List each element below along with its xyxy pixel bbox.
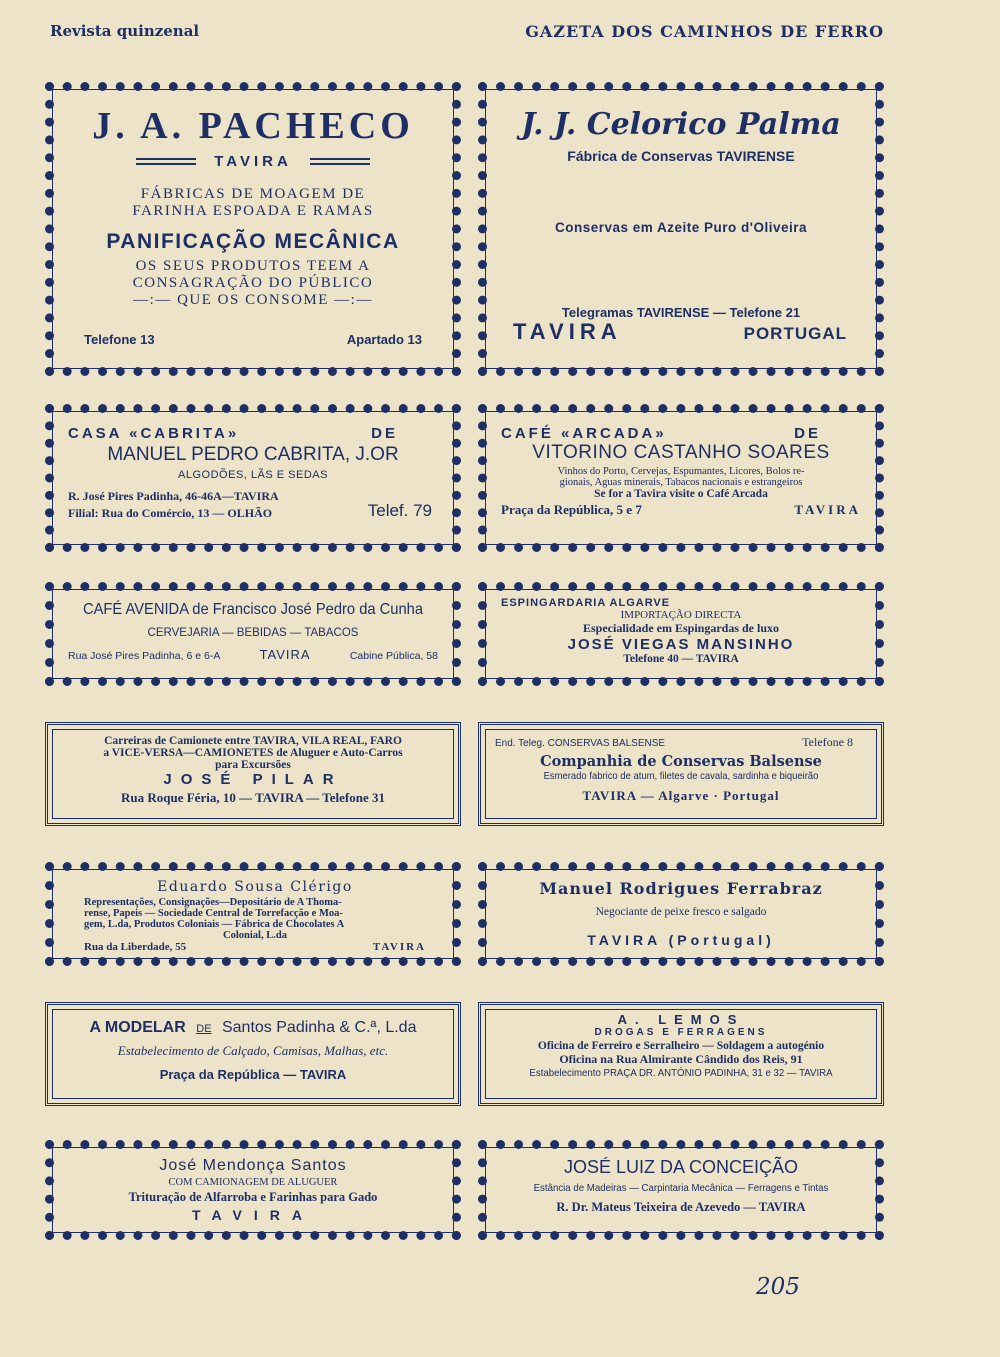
ad-avenida-name: CAFÉ AVENIDA de Francisco José Pedro da Cunha [82,601,424,618]
ad-cabrita-goods: ALGODÕES, LÃS E SEDAS [178,469,328,481]
ad-lemos-text1: Oficina de Ferreiro e Serralheiro — Soldagem a autogénio [537,1040,825,1052]
ad-pilar-line2: a VICE-VERSA—CAMIONETES de Aluguer e Auto-Carros [103,747,403,759]
ad-pacheco-text1: OS SEUS PRODUTOS TEEM A [135,258,371,274]
ad-pacheco [45,82,461,376]
ad-pilar-name: JOSÉ PILAR [163,771,343,788]
ad-celorico-town: TAVIRA [513,319,622,344]
ad-celorico-product: Conservas em Azeite Puro d'Oliveira [554,220,808,235]
ad-pacheco-rule-left [136,158,196,165]
ad-espingardaria-special: Especialidade em Espingardas de luxo [582,621,780,635]
ad-arcada-name: VITORINO CASTANHO SOARES [532,442,830,463]
ad-pacheco-desc2: FARINHA ESPOADA E RAMAS [132,203,374,219]
ad-balsense-name: Companhia de Conservas Balsense [540,753,822,770]
ad-conceicao-address: R. Dr. Mateus Teixeira de Azevedo — TAVIRA [556,1200,806,1214]
ad-avenida [45,582,461,686]
ad-pilar-address: Rua Roque Féria, 10 — TAVIRA — Telefone 31 [121,790,385,805]
ad-arcada-address: Praça da República, 5 e 7 [501,502,642,517]
ad-balsense-goods: Esmerado fabrico de atum, filetes de cavala, sardinha e biqueirão [543,770,819,782]
ad-arcada-de: DE [794,425,821,442]
ad-avenida-cabin: Cabine Pública, 58 [349,650,438,662]
ad-celorico-telegram: Telegramas TAVIRENSE — Telefone 21 [561,305,801,320]
ad-clerigo-address: Rua da Liberdade, 55 [84,941,187,953]
ad-clerigo-footer [84,941,426,953]
ad-mendonca [45,1140,461,1240]
ad-arcada-line1 [501,425,861,442]
ad-modelar-name: A MODELAR [89,1019,186,1036]
ad-arcada-slogan: Se for a Tavira visite o Café Arcada [594,488,768,500]
ad-arcada-shop: CAFÉ «ARCADA» [501,425,667,442]
ad-espingardaria-import: IMPORTAÇÃO DIRECTA [620,609,742,621]
ad-mendonca-sub: COM CAMIONAGEM DE ALUGUER [168,1177,338,1188]
page-number: 205 [756,1274,800,1300]
ad-celorico-footer [513,319,847,345]
ad-pilar-line1: Carreiras de Camionete entre TAVIRA, VILA REAL, FARO [104,735,402,747]
ad-celorico-name: J. J. Celorico Palma [521,107,841,142]
ad-lemos [478,1002,884,1106]
ad-espingardaria-phone: Telefone 40 — TAVIRA [623,653,739,665]
ad-balsense-telegraph: End. Teleg. CONSERVAS BALSENSE [495,738,666,749]
ad-cabrita-branch: Filial: Rua do Comércio, 13 — OLHÃO [68,506,273,520]
ad-pacheco-headline: PANIFICAÇÃO MECÂNICA [106,230,400,253]
ad-celorico-country: PORTUGAL [743,324,847,343]
ad-cabrita [45,404,461,552]
ad-arcada-footer [501,502,861,518]
ad-lemos-text2: Oficina na Rua Almirante Cândido dos Reis, 91 [559,1052,803,1066]
ad-cabrita-footer [68,489,438,521]
journal-frequency: Revista quinzenal [50,22,200,40]
ad-cabrita-name: MANUEL PEDRO CABRITA, J.OR [107,444,399,465]
ad-mendonca-name: José Mendonça Santos [159,1157,347,1174]
ad-arcada-goods1: Vinhos do Porto, Cervejas, Espumantes, Licores, Bolos re- [557,466,805,477]
ad-pacheco-desc1: FÁBRICAS DE MOAGEM DE [140,186,366,202]
ad-lemos-name: A. LEMOS [617,1012,745,1027]
ad-conceicao-desc: Estância de Madeiras — Carpintaria Mecânica — Ferragens e Tintas [533,1182,829,1194]
ad-avenida-footer [68,647,438,662]
ad-espingardaria-name: JOSÉ VIEGAS MANSINHO [567,636,795,653]
ad-arcada [478,404,884,552]
ad-modelar-address: Praça da República — TAVIRA [159,1067,347,1082]
ad-cabrita-de: DE [371,425,398,442]
ad-clerigo-text3: gem, L.da, Produtos Coloniais — Fábrica de Chocolates A [84,919,345,930]
ad-balsense [478,722,884,826]
ad-clerigo-text2: rense, Papeis — Sociedade Central de Torrefacção e Moa- [84,908,343,919]
ad-ferrabraz-trade: Negociante de peixe fresco e salgado [595,906,767,918]
ad-mendonca-desc: Trituração de Alfarroba e Farinhas para Gado [128,1190,378,1204]
ad-pilar-line3: para Excursões [215,759,291,771]
ad-avenida-goods: CERVEJARIA — BEBIDAS — TABACOS [147,627,359,639]
ad-pacheco-text3: —:— QUE OS CONSOME —:— [133,292,373,308]
ad-modelar-owner: Santos Padinha & C.ª, L.da [221,1019,417,1036]
ad-arcada-town: TAVIRA [794,502,861,517]
ad-mendonca-town: TAVIRA [191,1207,315,1223]
ad-cabrita-phone: Telef. 79 [367,501,432,520]
ad-pacheco-town: TAVIRA [214,153,292,170]
ad-balsense-top [495,735,867,750]
ad-ferrabraz [478,862,884,966]
ad-celorico-sub: Fábrica de Conservas TAVIRENSE [567,148,795,164]
ad-ferrabraz-name: Manuel Rodrigues Ferrabraz [539,879,823,898]
ad-pacheco-footer [84,332,422,347]
ad-pilar [45,722,461,826]
ad-clerigo-text4: Colonial, L.da [223,930,287,941]
ad-pacheco-name: J. A. PACHECO [92,105,414,147]
ad-modelar [45,1002,461,1106]
ad-clerigo-text1: Representações, Consignações—Depositário de A Thoma- [84,897,342,908]
ad-clerigo [45,862,461,966]
ad-modelar-de: DE [196,1023,212,1035]
ad-espingardaria [478,582,884,686]
ad-balsense-phone: Telefone 8 [802,735,853,749]
ad-pacheco-text2: CONSAGRAÇÃO DO PÚBLICO [132,275,374,291]
ad-arcada-goods2: gionais, Aguas minerais, Tabacos nacionais e estrangeiros [559,477,803,488]
ad-clerigo-name: Eduardo Sousa Clérigo [157,879,353,895]
ad-modelar-title [62,1019,444,1037]
ad-cabrita-address: R. José Pires Padinha, 46-46A—TAVIRA [68,489,279,503]
ad-pacheco-town-row [68,153,438,170]
ad-balsense-town: TAVIRA — Algarve · Portugal [582,788,780,803]
ad-conceicao-name: JOSÉ LUIZ DA CONCEIÇÃO [563,1157,799,1177]
ad-avenida-town: TAVIRA [259,647,311,662]
ad-pacheco-rule-right [310,158,370,165]
ad-clerigo-town: TAVIRA [372,941,426,953]
ad-avenida-address: Rua José Pires Padinha, 6 e 6-A [68,650,221,662]
ad-cabrita-line1 [68,425,438,442]
ad-conceicao [478,1140,884,1240]
ad-cabrita-shop: CASA «CABRITA» [68,425,240,442]
ad-lemos-sub: DROGAS E FERRAGENS [594,1027,768,1038]
ad-pacheco-phone: Telefone 13 [84,332,155,347]
ad-lemos-text3: Estabelecimento PRAÇA DR. ANTÓNIO PADINHA, 31 e 32 — TAVIRA [529,1067,833,1079]
ad-pacheco-box: Apartado 13 [346,332,422,347]
ad-espingardaria-title: ESPINGARDARIA ALGARVE [501,597,671,609]
journal-title: GAZETA DOS CAMINHOS DE FERRO [525,22,884,41]
ad-modelar-desc: Estabelecimento de Calçado, Camisas, Malhas, etc. [117,1043,389,1058]
ad-celorico [478,82,884,376]
ad-ferrabraz-town: TAVIRA (Portugal) [587,932,775,948]
